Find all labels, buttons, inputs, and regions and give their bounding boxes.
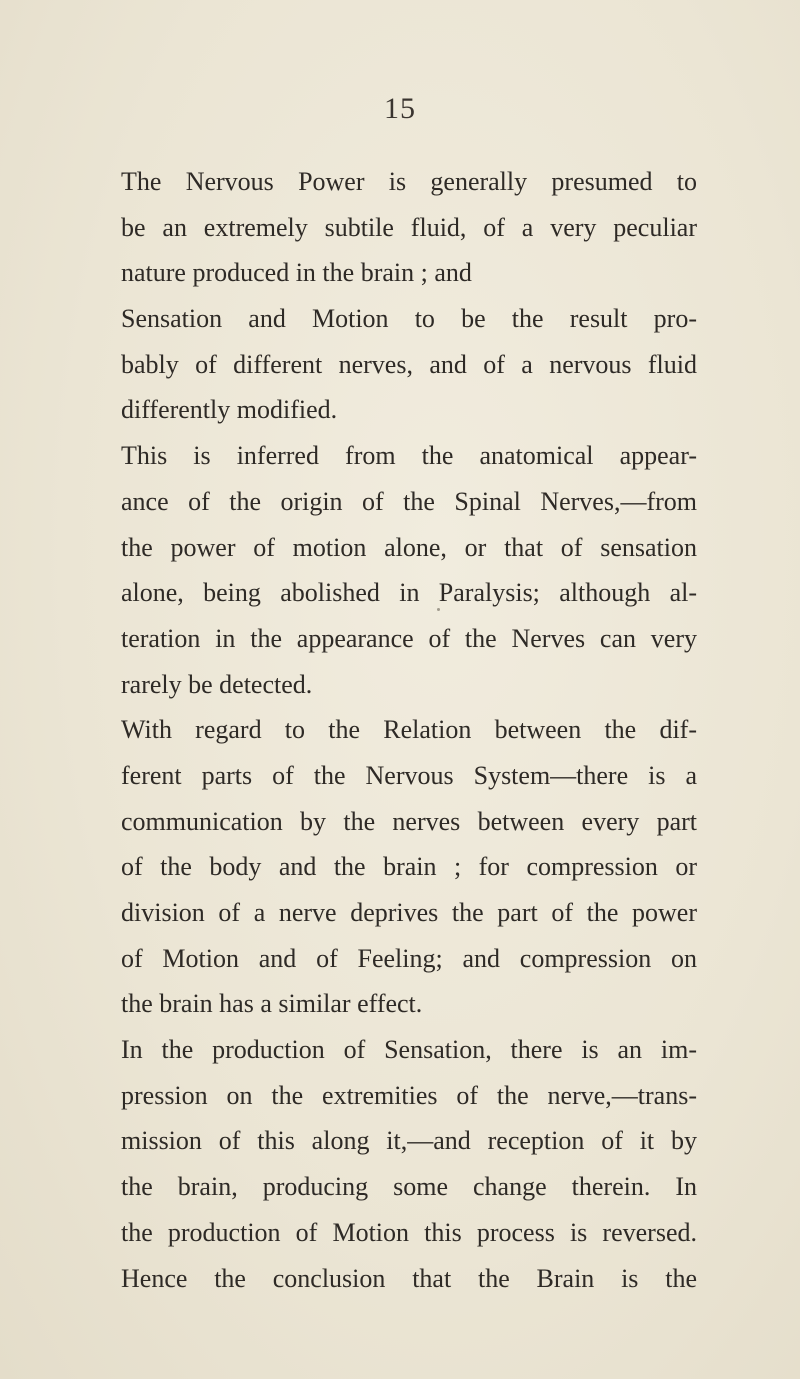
text-line: rarely be detected. <box>121 669 313 699</box>
text-line: communication by the nerves between every part <box>121 806 697 836</box>
page-number: 15 <box>384 92 416 125</box>
text-line: ance of the origin of the Spinal Nerves,—from <box>121 486 697 516</box>
text-line: This is inferred from the anatomical appear- <box>121 441 697 471</box>
text-line: mission of this along it,—and reception of it by <box>121 1126 697 1156</box>
text-line: the brain, producing some change therein. In <box>121 1172 697 1202</box>
ink-speck <box>437 608 440 611</box>
text-line: differently modified. <box>121 395 338 425</box>
text-line: of the body and the brain ; for compression or <box>121 852 697 882</box>
text-line: division of a nerve deprives the part of the power <box>121 898 697 927</box>
text-line: bably of different nerves, and of a nervous fluid <box>121 349 697 379</box>
text-line: of Motion and of Feeling; and compression on <box>121 943 697 973</box>
text-line: ferent parts of the Nervous System—there is a <box>121 760 697 790</box>
text-line: In the production of Sensation, there is an im- <box>121 1035 697 1065</box>
text-line: nature produced in the brain ; and <box>121 258 472 288</box>
text-line: the brain has a similar effect. <box>121 989 423 1019</box>
text-line: alone, being abolished in Paralysis; although al- <box>121 578 697 608</box>
text-line: With regard to the Relation between the dif- <box>121 715 697 745</box>
text-line: the production of Motion this process is reversed. <box>121 1217 697 1247</box>
text-line: pression on the extremities of the nerve,—trans- <box>121 1080 697 1110</box>
text-line: Sensation and Motion to be the result pro- <box>121 304 697 334</box>
text-line: teration in the appearance of the Nerves can very <box>121 623 697 653</box>
text-line: The Nervous Power is generally presumed to <box>121 167 697 196</box>
body-text <box>121 159 697 1301</box>
text-line: be an extremely subtile fluid, of a very peculiar <box>121 212 697 242</box>
text-line: the power of motion alone, or that of sensation <box>121 532 697 562</box>
text-line: Hence the conclusion that the Brain is the <box>121 1263 697 1293</box>
